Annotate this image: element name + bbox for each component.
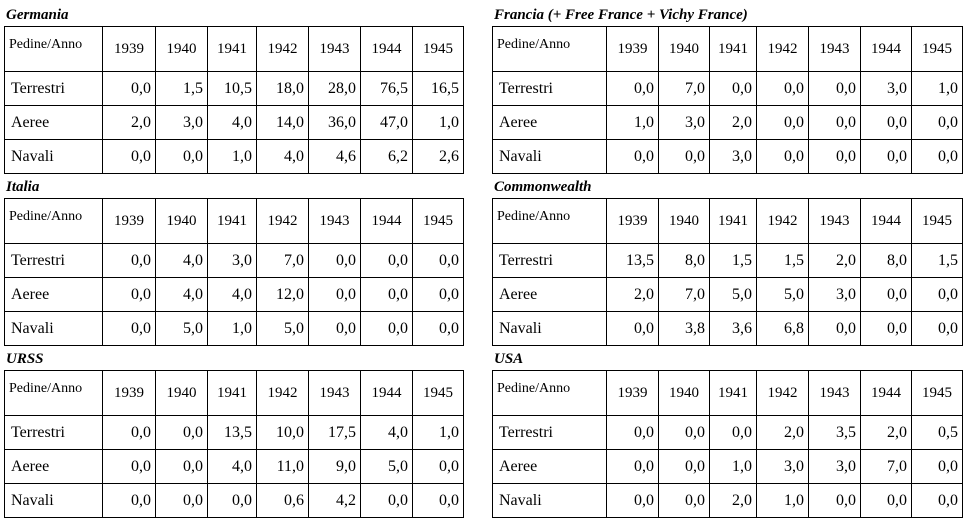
year-header-cell: 1944 [861,371,912,416]
value-cell: 5,0 [710,278,757,312]
year-header-cell: 1942 [757,199,809,244]
value-cell: 0,0 [103,140,156,174]
value-cell: 0,0 [156,450,208,484]
year-header-cell: 1945 [912,27,963,72]
value-cell: 5,0 [257,312,309,346]
value-cell: 0,0 [912,140,963,174]
value-cell: 7,0 [861,450,912,484]
value-cell: 8,0 [861,244,912,278]
table-header-row [5,371,464,416]
table-row [5,106,464,140]
value-cell: 0,0 [912,278,963,312]
country-title: Italia [6,179,40,195]
year-header-cell: 1940 [156,27,208,72]
value-cell: 0,0 [809,106,861,140]
value-cell: 0,0 [103,416,156,450]
value-cell: 0,0 [659,484,710,518]
year-header-cell: 1939 [103,27,156,72]
value-cell: 4,6 [309,140,361,174]
value-cell: 1,0 [912,72,963,106]
value-cell: 0,0 [912,312,963,346]
year-header-cell: 1944 [361,371,413,416]
year-header-cell: 1944 [361,27,413,72]
value-cell: 3,5 [809,416,861,450]
value-cell: 5,0 [361,450,413,484]
value-cell: 0,0 [607,484,659,518]
value-cell: 0,0 [861,140,912,174]
value-cell: 1,0 [607,106,659,140]
year-header-cell: 1941 [208,199,257,244]
value-cell: 0,0 [861,278,912,312]
value-cell: 7,0 [659,72,710,106]
value-cell: 1,0 [757,484,809,518]
year-header-cell: 1944 [361,199,413,244]
value-cell: 4,0 [257,140,309,174]
value-cell: 0,0 [208,484,257,518]
year-header-cell: 1941 [208,27,257,72]
value-cell: 47,0 [361,106,413,140]
table-row [5,484,464,518]
value-cell: 4,0 [156,278,208,312]
row-label-cell: Navali [493,484,607,518]
value-cell: 0,0 [103,244,156,278]
year-header-cell: 1944 [861,199,912,244]
table-row [493,484,963,518]
year-header-cell: 1939 [607,371,659,416]
table-header-row [493,371,963,416]
value-cell: 3,0 [861,72,912,106]
value-cell: 12,0 [257,278,309,312]
value-cell: 0,0 [912,106,963,140]
value-cell: 0,0 [361,244,413,278]
value-cell: 0,0 [809,140,861,174]
table-row [5,278,464,312]
country-table-block [492,7,963,174]
value-cell: 2,6 [413,140,464,174]
value-cell: 1,0 [710,450,757,484]
value-cell: 36,0 [309,106,361,140]
value-cell: 0,0 [607,450,659,484]
country-table-block [492,351,963,518]
value-cell: 0,0 [607,140,659,174]
country-title: Germania [6,7,69,23]
year-header-cell: 1945 [413,371,464,416]
year-header-cell: 1941 [710,27,757,72]
country-table [4,370,464,518]
country-title: USA [494,351,524,367]
value-cell: 0,0 [309,278,361,312]
value-cell: 0,0 [156,140,208,174]
value-cell: 0,0 [413,312,464,346]
value-cell: 13,5 [208,416,257,450]
row-label-cell: Navali [493,140,607,174]
value-cell: 0,0 [309,312,361,346]
row-label-cell: Aeree [493,106,607,140]
value-cell: 0,0 [861,484,912,518]
row-label-cell: Terrestri [5,72,103,106]
country-table-block [492,179,963,346]
year-header-cell: 1939 [103,199,156,244]
value-cell: 0,0 [607,312,659,346]
table-row [5,140,464,174]
row-label-cell: Navali [5,140,103,174]
country-table-block [4,7,464,174]
country-table-block [4,351,464,518]
value-cell: 4,0 [361,416,413,450]
row-label-cell: Aeree [5,278,103,312]
table-row [493,140,963,174]
value-cell: 0,0 [413,278,464,312]
table-row [493,72,963,106]
value-cell: 0,0 [413,244,464,278]
value-cell: 0,0 [361,312,413,346]
value-cell: 7,0 [257,244,309,278]
value-cell: 17,5 [309,416,361,450]
country-table [4,198,464,346]
value-cell: 0,0 [361,484,413,518]
value-cell: 10,5 [208,72,257,106]
value-cell: 0,0 [861,312,912,346]
value-cell: 0,0 [757,106,809,140]
value-cell: 3,8 [659,312,710,346]
value-cell: 0,0 [103,278,156,312]
value-cell: 0,0 [309,244,361,278]
value-cell: 0,0 [912,450,963,484]
value-cell: 0,0 [413,484,464,518]
table-row [5,450,464,484]
year-header-cell: 1939 [607,199,659,244]
table-row [493,106,963,140]
value-cell: 18,0 [257,72,309,106]
value-cell: 2,0 [757,416,809,450]
value-cell: 1,0 [413,416,464,450]
header-label-cell: Pedine/Anno [493,199,607,244]
value-cell: 7,0 [659,278,710,312]
row-label-cell: Aeree [493,450,607,484]
value-cell: 0,0 [809,312,861,346]
value-cell: 1,5 [757,244,809,278]
value-cell: 6,2 [361,140,413,174]
value-cell: 2,0 [809,244,861,278]
table-row [5,244,464,278]
year-header-cell: 1943 [809,27,861,72]
table-row [5,312,464,346]
year-header-cell: 1942 [757,371,809,416]
year-header-cell: 1940 [659,371,710,416]
value-cell: 0,0 [103,312,156,346]
table-row [5,72,464,106]
year-header-cell: 1945 [413,27,464,72]
value-cell: 0,0 [809,484,861,518]
value-cell: 4,0 [208,450,257,484]
value-cell: 0,0 [861,106,912,140]
value-cell: 0,0 [156,416,208,450]
value-cell: 0,0 [607,72,659,106]
row-label-cell: Aeree [5,450,103,484]
year-header-cell: 1942 [257,371,309,416]
year-header-cell: 1940 [659,27,710,72]
row-label-cell: Aeree [493,278,607,312]
year-header-cell: 1943 [309,199,361,244]
row-label-cell: Terrestri [493,244,607,278]
year-header-cell: 1939 [607,27,659,72]
value-cell: 1,5 [710,244,757,278]
year-header-cell: 1940 [156,371,208,416]
value-cell: 0,0 [103,484,156,518]
row-label-cell: Terrestri [493,416,607,450]
value-cell: 0,0 [659,140,710,174]
year-header-cell: 1943 [809,199,861,244]
value-cell: 0,0 [607,416,659,450]
table-row [493,278,963,312]
year-header-cell: 1942 [757,27,809,72]
value-cell: 3,0 [659,106,710,140]
value-cell: 0,0 [757,140,809,174]
row-label-cell: Terrestri [5,416,103,450]
value-cell: 1,5 [156,72,208,106]
value-cell: 2,0 [710,106,757,140]
header-label-cell: Pedine/Anno [493,371,607,416]
row-label-cell: Terrestri [493,72,607,106]
value-cell: 4,0 [208,106,257,140]
year-header-cell: 1940 [659,199,710,244]
value-cell: 0,0 [710,72,757,106]
value-cell: 1,0 [208,312,257,346]
value-cell: 16,5 [413,72,464,106]
value-cell: 3,0 [710,140,757,174]
country-title: Commonwealth [494,179,592,195]
value-cell: 3,0 [208,244,257,278]
value-cell: 3,0 [809,278,861,312]
table-header-row [493,27,963,72]
header-label-cell: Pedine/Anno [5,27,103,72]
value-cell: 3,0 [809,450,861,484]
country-table [492,198,963,346]
country-title: Francia (+ Free France + Vichy France) [494,7,748,23]
table-row [493,244,963,278]
value-cell: 0,0 [809,72,861,106]
value-cell: 2,0 [607,278,659,312]
value-cell: 8,0 [659,244,710,278]
year-header-cell: 1941 [208,371,257,416]
table-header-row [493,199,963,244]
value-cell: 3,0 [156,106,208,140]
value-cell: 0,0 [710,416,757,450]
value-cell: 10,0 [257,416,309,450]
table-header-row [5,199,464,244]
country-table [492,370,963,518]
row-label-cell: Navali [5,312,103,346]
year-header-cell: 1941 [710,371,757,416]
country-table-block [4,179,464,346]
country-table [492,26,963,174]
value-cell: 0,0 [103,450,156,484]
year-header-cell: 1943 [309,27,361,72]
year-header-cell: 1942 [257,27,309,72]
year-header-cell: 1940 [156,199,208,244]
value-cell: 2,0 [861,416,912,450]
value-cell: 1,5 [912,244,963,278]
row-label-cell: Terrestri [5,244,103,278]
value-cell: 6,8 [757,312,809,346]
value-cell: 0,0 [757,72,809,106]
table-row [493,450,963,484]
value-cell: 5,0 [156,312,208,346]
value-cell: 0,0 [659,416,710,450]
value-cell: 0,0 [413,450,464,484]
value-cell: 28,0 [309,72,361,106]
value-cell: 4,0 [156,244,208,278]
value-cell: 4,2 [309,484,361,518]
value-cell: 1,0 [208,140,257,174]
country-title: URSS [6,351,44,367]
value-cell: 3,0 [757,450,809,484]
year-header-cell: 1943 [309,371,361,416]
country-table [4,26,464,174]
value-cell: 13,5 [607,244,659,278]
value-cell: 4,0 [208,278,257,312]
value-cell: 0,6 [257,484,309,518]
value-cell: 0,0 [103,72,156,106]
table-header-row [5,27,464,72]
year-header-cell: 1944 [861,27,912,72]
table-row [5,416,464,450]
year-header-cell: 1942 [257,199,309,244]
value-cell: 0,0 [156,484,208,518]
value-cell: 0,0 [912,484,963,518]
year-header-cell: 1945 [413,199,464,244]
year-header-cell: 1943 [809,371,861,416]
value-cell: 2,0 [103,106,156,140]
value-cell: 11,0 [257,450,309,484]
value-cell: 3,6 [710,312,757,346]
header-label-cell: Pedine/Anno [5,371,103,416]
value-cell: 2,0 [710,484,757,518]
year-header-cell: 1945 [912,199,963,244]
year-header-cell: 1939 [103,371,156,416]
table-row [493,312,963,346]
value-cell: 14,0 [257,106,309,140]
row-label-cell: Navali [493,312,607,346]
header-label-cell: Pedine/Anno [493,27,607,72]
row-label-cell: Navali [5,484,103,518]
value-cell: 9,0 [309,450,361,484]
value-cell: 5,0 [757,278,809,312]
value-cell: 0,0 [361,278,413,312]
value-cell: 0,0 [659,450,710,484]
value-cell: 0,5 [912,416,963,450]
header-label-cell: Pedine/Anno [5,199,103,244]
row-label-cell: Aeree [5,106,103,140]
table-row [493,416,963,450]
year-header-cell: 1945 [912,371,963,416]
value-cell: 76,5 [361,72,413,106]
year-header-cell: 1941 [710,199,757,244]
value-cell: 1,0 [413,106,464,140]
